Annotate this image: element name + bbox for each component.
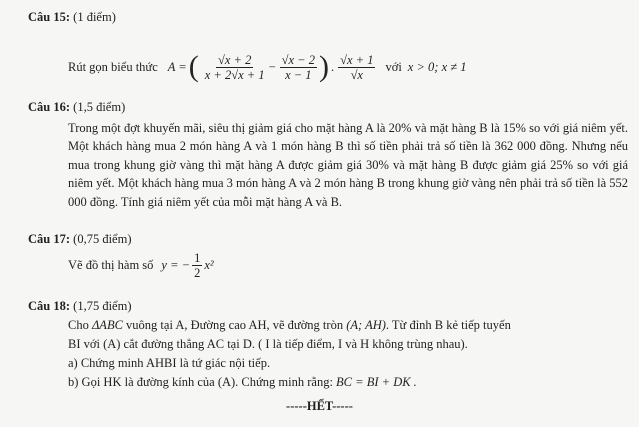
q15-condition-prefix: với [385, 59, 402, 74]
q15-lhs: A = [167, 59, 187, 74]
q15-fraction-3 [338, 53, 375, 82]
q15-f1-denominator: x + 2√x + 1 [204, 67, 265, 82]
q17-lhs: y = − [161, 258, 191, 272]
q15-condition: x > 0; x ≠ 1 [407, 59, 467, 74]
q16-label: Câu 16: [28, 100, 71, 114]
q16-heading [28, 100, 125, 115]
q18-line-2: BI với (A) cắt đường thẳng AC tại D. ( I là tiếp điểm, I và H không trùng nhau). [68, 337, 468, 351]
end-marker: -----HẾT----- [286, 399, 353, 413]
q15-points: (1 điểm) [73, 10, 116, 24]
q18-line1-c: . Từ đỉnh B kẻ tiếp tuyến [385, 318, 511, 332]
q18-line-1 [68, 318, 511, 333]
q17-denominator: 2 [194, 266, 201, 280]
q18-part-b [68, 375, 417, 390]
q17-prompt: Vẽ đồ thị hàm số [68, 258, 154, 272]
q15-dot: . [330, 59, 335, 74]
q18-part-b-text: b) Gọi HK là đường kính của (A). Chứng minh rằng: [68, 375, 333, 389]
q16-text: Trong một đợt khuyến mãi, siêu thị giảm giá cho mặt hàng A là 20% và mặt hàng B là 15% so với giá niêm yết. Một khách hàng mua 2 món hàng A và 1 món hàng B thì số tiền phải trả số tiền là 362 000 đồng. Nhưng nếu mua trong khung giờ vàng thì mặt hàng A được giảm giá 30% và mặt hàng B được giảm giá 25% so với giá niêm yết. Một khách hàng mua 3 món hàng A và 2 món hàng B trong khung giờ vàng nên phải trả số tiền là 552 000 đồng. Tính giá niêm yết của mỗi mặt hàng A và B. [68, 121, 628, 209]
q15-f1-numerator: √x + 2 [217, 52, 252, 67]
q18-triangle: ΔABC [91, 318, 123, 332]
q17-fraction [192, 251, 202, 280]
q15-prompt: Rút gọn biểu thức [68, 59, 158, 74]
q18-part-a: a) Chứng minh AHBI là tứ giác nội tiếp. [68, 356, 271, 370]
q18-part-b-equation: BC = BI + DK . [336, 375, 417, 389]
q17-label: Câu 17: [28, 232, 71, 246]
q15-fraction-2 [280, 53, 317, 82]
q15-label: Câu 15: [28, 10, 71, 24]
q15-open-paren: ( [188, 50, 199, 83]
q18-line1-a: Cho [68, 318, 89, 332]
q15-close-paren: ) [318, 50, 329, 83]
q15-f2-numerator: √x − 2 [281, 52, 315, 67]
q17-points: (0,75 điểm) [73, 232, 132, 246]
q15-formula-line [68, 52, 468, 82]
q15-minus: − [268, 59, 276, 74]
q17-numerator: 1 [194, 251, 201, 265]
q18-label: Câu 18: [28, 299, 71, 313]
q18-points: (1,75 điểm) [73, 299, 132, 313]
q18-line1-b: vuông tại A, Đường cao AH, vẽ đường tròn [126, 318, 344, 332]
q15-f2-denominator: x − 1 [285, 67, 312, 82]
q16-points: (1,5 điểm) [73, 100, 126, 114]
q18-heading [28, 299, 131, 314]
q15-f3-denominator: √x [350, 67, 363, 82]
q15-heading [28, 10, 116, 25]
q18-circle: (A; AH) [346, 318, 386, 332]
q17-heading [28, 232, 131, 247]
q17-formula-line [68, 251, 214, 280]
q15-f3-numerator: √x + 1 [340, 52, 374, 67]
q17-rhs: x² [204, 258, 214, 272]
q15-fraction-1 [203, 53, 267, 82]
